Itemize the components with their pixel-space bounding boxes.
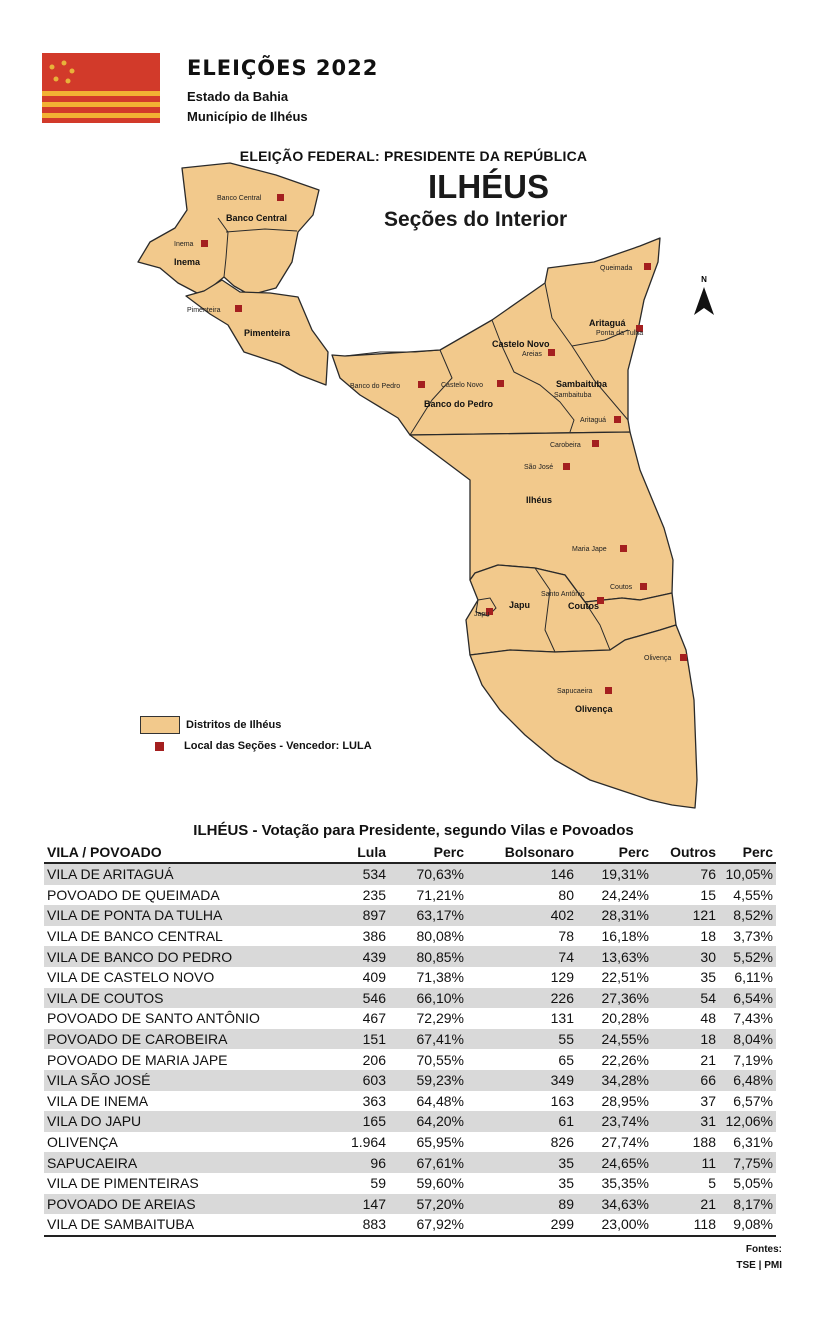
row-value: 12,06% — [719, 1111, 776, 1132]
row-value: 8,04% — [719, 1029, 776, 1050]
row-value: 165 — [324, 1111, 389, 1132]
row-value: 67,41% — [389, 1029, 467, 1050]
row-location: VILA DE BANCO DO PEDRO — [44, 946, 324, 967]
state-name: Estado da Bahia — [187, 89, 289, 104]
row-value: 131 — [550, 1010, 574, 1027]
row-value: 16,18% — [601, 928, 649, 945]
table-row — [44, 1214, 776, 1236]
marker-olivenca — [680, 654, 687, 661]
column-header: Perc — [719, 842, 776, 863]
row-value: 603 — [324, 1070, 389, 1091]
column-header: Outros — [652, 842, 719, 863]
row-value: 4,55% — [733, 886, 773, 903]
row-value: 64,48% — [416, 1092, 464, 1109]
legend-marker-swatch — [155, 742, 164, 751]
map-subtitle: Seções do Interior — [384, 208, 568, 231]
place-label: Santo Antônio — [541, 591, 585, 598]
marker-pimenteira — [235, 305, 242, 312]
row-value: 71,21% — [416, 886, 464, 903]
row-value: 1.964 — [350, 1134, 386, 1151]
row-location: VILA DE PONTA DA TULHA — [44, 905, 324, 926]
row-value: 80,08% — [416, 928, 464, 945]
place-label: Banco Central — [217, 195, 262, 202]
north-label: N — [701, 275, 707, 284]
row-value: 146 — [467, 863, 577, 885]
row-value: 21 — [652, 1194, 719, 1215]
row-value: 897 — [324, 905, 389, 926]
marker-coutos — [640, 583, 647, 590]
district-label: Pimenteira — [244, 328, 291, 338]
place-label: Aritaguá — [580, 417, 607, 424]
row-value: 80 — [558, 886, 574, 903]
marker-banco-do-pedro — [418, 381, 425, 388]
table-row — [44, 1029, 776, 1050]
marker-aritagua — [614, 416, 621, 423]
municipality-name: Município de Ilhéus — [187, 109, 308, 124]
row-value: 54 — [652, 988, 719, 1009]
row-value: 20,28% — [601, 1010, 649, 1027]
place-label: Castelo Novo — [441, 382, 484, 389]
row-value: 70,55% — [416, 1051, 464, 1068]
row-value: 6,54% — [719, 988, 776, 1009]
row-location: POVOADO DE SANTO ANTÔNIO — [47, 1010, 260, 1027]
row-value: 206 — [362, 1051, 386, 1068]
district-label: Castelo Novo — [492, 339, 550, 349]
row-value: 89 — [467, 1194, 577, 1215]
row-value: 163 — [550, 1092, 574, 1109]
row-value: 35 — [700, 969, 716, 986]
row-value: 57,20% — [389, 1194, 467, 1215]
marker-banco-central — [277, 194, 284, 201]
place-label: Banco do Pedro — [350, 383, 401, 390]
table-row — [44, 926, 776, 947]
row-value: 5 — [708, 1175, 716, 1192]
legend-sections-label: Local das Seções - Vencedor: LULA — [184, 740, 372, 752]
row-value: 402 — [467, 905, 577, 926]
column-header: VILA / POVOADO — [44, 842, 324, 863]
row-value: 27,36% — [577, 988, 652, 1009]
row-location: VILA DE BANCO CENTRAL — [47, 928, 223, 945]
row-value: 59,23% — [389, 1070, 467, 1091]
row-value: 67,61% — [389, 1152, 467, 1173]
row-value: 15 — [700, 886, 716, 903]
row-location: VILA DE CASTELO NOVO — [47, 969, 215, 986]
district-label: Sambaituba — [556, 379, 608, 389]
row-value: 13,63% — [577, 946, 652, 967]
table-row — [44, 1152, 776, 1173]
row-value: 22,26% — [601, 1051, 649, 1068]
table-row — [44, 863, 776, 885]
north-arrow-icon — [692, 273, 716, 324]
row-value: 534 — [324, 863, 389, 885]
row-location: VILA DE SAMBAITUBA — [44, 1214, 324, 1236]
table-row — [44, 1008, 776, 1029]
row-value: 546 — [324, 988, 389, 1009]
row-value: 48 — [700, 1010, 716, 1027]
row-value: 65 — [558, 1051, 574, 1068]
row-location: VILA DE INEMA — [47, 1092, 149, 1109]
row-location: SAPUCAEIRA — [44, 1152, 324, 1173]
row-value: 76 — [652, 863, 719, 885]
marker-sapucaeira — [605, 687, 612, 694]
row-value: 19,31% — [577, 863, 652, 885]
row-value: 66 — [652, 1070, 719, 1091]
row-value: 151 — [324, 1029, 389, 1050]
legend-district-swatch — [140, 716, 180, 734]
row-value: 299 — [467, 1214, 577, 1236]
district-label: Aritaguá — [589, 318, 626, 328]
row-value: 409 — [362, 969, 386, 986]
place-label: Coutos — [610, 584, 633, 591]
row-value: 35 — [467, 1152, 577, 1173]
row-location: OLIVENÇA — [47, 1134, 118, 1151]
row-value: 8,17% — [719, 1194, 776, 1215]
row-value: 24,65% — [577, 1152, 652, 1173]
row-value: 18 — [700, 928, 716, 945]
row-value: 121 — [652, 905, 719, 926]
table-caption: ILHÉUS - Votação para Presidente, segundo Vilas e Povoados — [193, 822, 634, 839]
row-location: VILA DE ARITAGUÁ — [44, 863, 324, 885]
row-value: 72,29% — [416, 1010, 464, 1027]
place-label: Ponta da Tulha — [596, 330, 644, 337]
table-row — [44, 946, 776, 967]
row-value: 386 — [362, 928, 386, 945]
column-header: Lula — [324, 842, 389, 863]
marker-maria-jape — [620, 545, 627, 552]
page-title: ELEIÇÕES 2022 — [187, 56, 379, 80]
row-value: 70,63% — [389, 863, 467, 885]
row-value: 7,19% — [733, 1051, 773, 1068]
table-row — [44, 967, 776, 988]
row-value: 467 — [362, 1010, 386, 1027]
table-row — [44, 1173, 776, 1194]
table-header-row — [44, 842, 776, 863]
row-location: VILA DE PIMENTEIRAS — [47, 1175, 199, 1192]
row-value: 10,05% — [719, 863, 776, 885]
marker-castelo-novo — [497, 380, 504, 387]
row-value: 31 — [652, 1111, 719, 1132]
row-value: 61 — [467, 1111, 577, 1132]
row-value: 118 — [652, 1214, 719, 1236]
row-location: VILA DE COUTOS — [44, 988, 324, 1009]
table-row — [44, 1194, 776, 1215]
row-value: 883 — [324, 1214, 389, 1236]
row-value: 5,05% — [733, 1175, 773, 1192]
place-label: São José — [524, 464, 554, 471]
place-label: Maria Jape — [572, 546, 607, 553]
place-label: Olivença — [644, 655, 672, 662]
row-value: 18 — [652, 1029, 719, 1050]
row-value: 6,57% — [733, 1092, 773, 1109]
place-label: Pimenteira — [187, 307, 221, 314]
district-label: Banco do Pedro — [424, 399, 494, 409]
row-value: 24,24% — [601, 886, 649, 903]
row-value: 24,55% — [577, 1029, 652, 1050]
marker-inema — [201, 240, 208, 247]
row-value: 63,17% — [389, 905, 467, 926]
marker-areias — [548, 349, 555, 356]
place-label: Queimada — [600, 265, 633, 272]
district-label: Ilhéus — [526, 495, 553, 505]
row-value: 27,74% — [601, 1134, 649, 1151]
row-value: 28,95% — [601, 1092, 649, 1109]
row-value: 28,31% — [577, 905, 652, 926]
row-location: POVOADO DE CAROBEIRA — [44, 1029, 324, 1050]
row-location: POVOADO DE AREIAS — [44, 1194, 324, 1215]
row-value: 80,85% — [389, 946, 467, 967]
district-inema-banco-central — [138, 163, 319, 295]
row-location: VILA SÃO JOSÉ — [44, 1070, 324, 1091]
row-value: 6,11% — [734, 969, 773, 986]
place-label: Areias — [522, 351, 542, 358]
marker-queimada — [644, 263, 651, 270]
row-value: 11 — [652, 1152, 719, 1173]
row-location: POVOADO DE MARIA JAPE — [47, 1051, 228, 1068]
row-value: 826 — [550, 1134, 574, 1151]
row-value: 129 — [550, 969, 574, 986]
row-value: 35 — [558, 1175, 574, 1192]
row-value: 7,43% — [733, 1010, 773, 1027]
row-value: 78 — [558, 928, 574, 945]
table-row — [44, 1132, 776, 1153]
place-label: Inema — [174, 241, 194, 248]
marker-sao-jose — [563, 463, 570, 470]
column-header: Bolsonaro — [467, 842, 577, 863]
row-value: 59 — [370, 1175, 386, 1192]
row-value: 65,95% — [416, 1134, 464, 1151]
row-value: 7,75% — [719, 1152, 776, 1173]
sources-label: Fontes: — [745, 1244, 782, 1255]
row-value: 74 — [467, 946, 577, 967]
legend-districts — [140, 716, 281, 734]
map-title: ILHÉUS — [428, 168, 550, 205]
row-value: 9,08% — [719, 1214, 776, 1236]
row-value: 64,20% — [389, 1111, 467, 1132]
row-value: 8,52% — [719, 905, 776, 926]
row-value: 59,60% — [416, 1175, 464, 1192]
row-value: 71,38% — [416, 969, 464, 986]
legend-sections — [140, 740, 372, 752]
row-value: 21 — [700, 1051, 716, 1068]
row-value: 35,35% — [601, 1175, 649, 1192]
row-value: 23,00% — [577, 1214, 652, 1236]
row-value: 37 — [700, 1092, 716, 1109]
row-value: 6,31% — [733, 1134, 773, 1151]
column-header: Perc — [389, 842, 467, 863]
legend-districts-label: Distritos de Ilhéus — [186, 719, 282, 731]
row-value: 349 — [467, 1070, 577, 1091]
place-label: Sambaituba — [554, 392, 592, 399]
row-value: 147 — [324, 1194, 389, 1215]
table-row — [44, 885, 776, 906]
table-row — [44, 1111, 776, 1132]
row-value: 363 — [362, 1092, 386, 1109]
row-value: 30 — [652, 946, 719, 967]
row-value: 226 — [467, 988, 577, 1009]
row-value: 3,73% — [733, 928, 773, 945]
district-label: Coutos — [568, 601, 599, 611]
row-location: VILA DO JAPU — [44, 1111, 324, 1132]
row-value: 55 — [467, 1029, 577, 1050]
district-label: Banco Central — [226, 213, 288, 223]
district-label: Japu — [509, 600, 531, 610]
row-value: 67,92% — [389, 1214, 467, 1236]
district-label: Inema — [174, 257, 201, 267]
table-row — [44, 905, 776, 926]
sources-value: TSE | PMI — [736, 1260, 782, 1271]
sources — [736, 1242, 782, 1274]
row-location: POVOADO DE QUEIMADA — [47, 886, 220, 903]
row-value: 22,51% — [601, 969, 649, 986]
district-olivenca — [470, 625, 697, 808]
row-value: 5,52% — [719, 946, 776, 967]
votes-table — [44, 842, 776, 1237]
row-value: 96 — [324, 1152, 389, 1173]
row-value: 66,10% — [389, 988, 467, 1009]
place-label: Carobeira — [550, 442, 581, 449]
column-header: Perc — [577, 842, 652, 863]
row-value: 235 — [362, 886, 386, 903]
place-label: Japu — [474, 611, 490, 618]
row-value: 23,74% — [577, 1111, 652, 1132]
marker-carobeira — [592, 440, 599, 447]
row-value: 6,48% — [719, 1070, 776, 1091]
table-row — [44, 1091, 776, 1112]
table-row — [44, 988, 776, 1009]
table-row — [44, 1049, 776, 1070]
row-value: 34,28% — [577, 1070, 652, 1091]
row-value: 439 — [324, 946, 389, 967]
place-label: Sapucaeira — [557, 688, 593, 695]
district-label: Olivença — [575, 704, 613, 714]
table-row — [44, 1070, 776, 1091]
map-heading: ELEIÇÃO FEDERAL: PRESIDENTE DA REPÚBLICA — [239, 148, 588, 164]
row-value: 34,63% — [577, 1194, 652, 1215]
row-value: 188 — [692, 1134, 716, 1151]
